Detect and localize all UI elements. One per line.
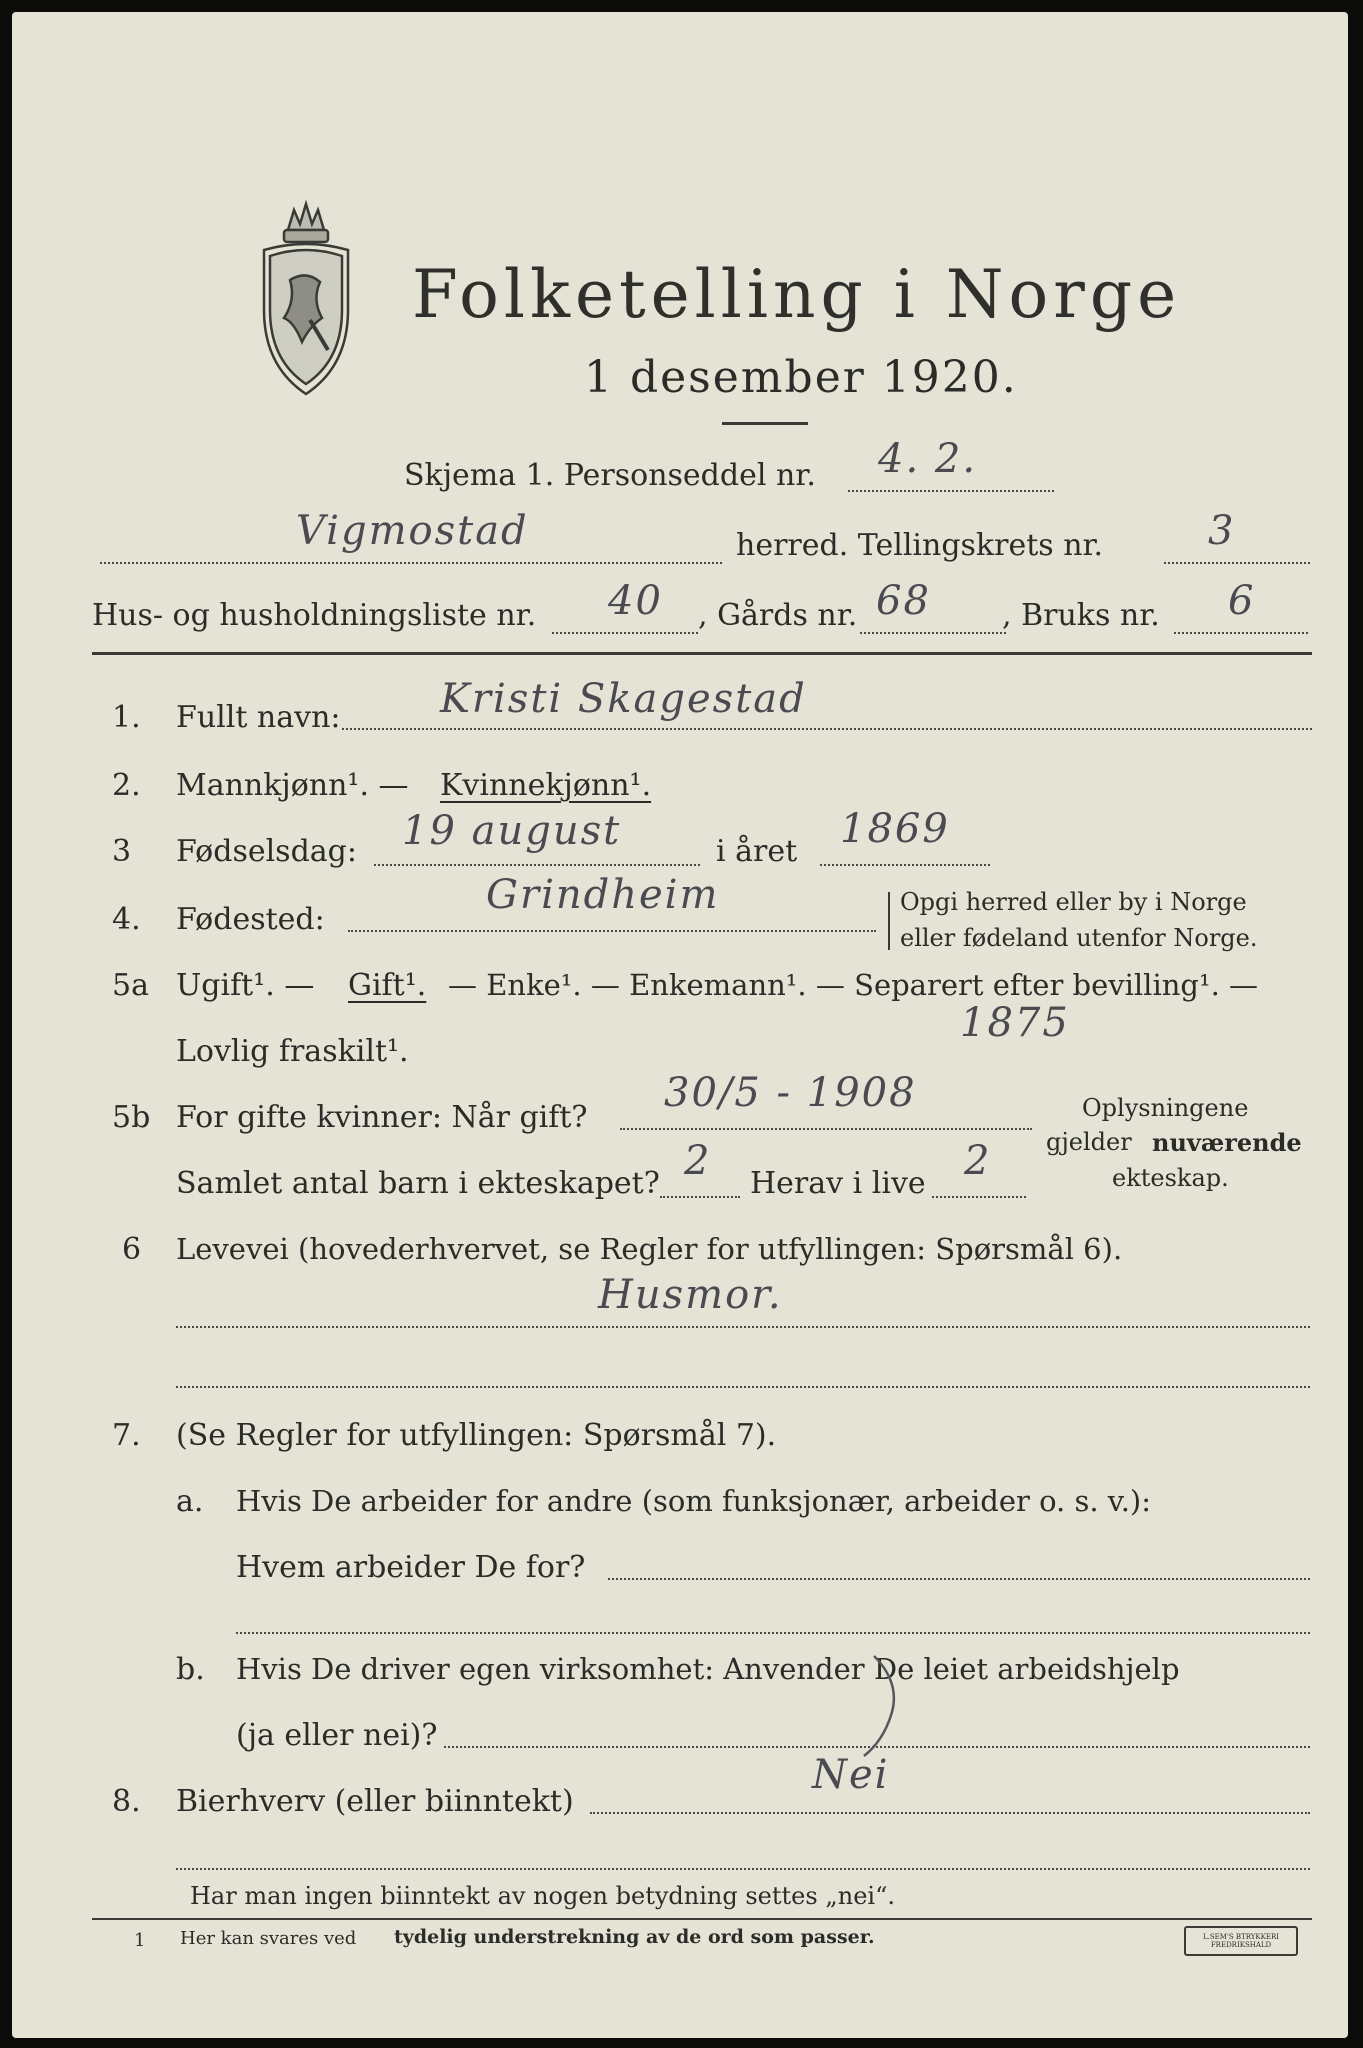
- krets-value: 3: [1208, 508, 1236, 554]
- q3-day-value: 19 august: [402, 808, 622, 854]
- bruks-label: , Bruks nr.: [1002, 598, 1160, 633]
- footnote-number: 1: [134, 1930, 146, 1951]
- q5b-alive-line: [932, 1196, 1026, 1198]
- herred-label: herred. Tellingskrets nr.: [736, 528, 1104, 563]
- q1-line: [342, 728, 1312, 730]
- q4-number: 4.: [112, 902, 141, 937]
- q3-year-line: [820, 864, 990, 866]
- q3-day-line: [374, 864, 700, 866]
- q3-year-label: i året: [716, 834, 798, 869]
- q6-value: Husmor.: [598, 1272, 783, 1318]
- footer-note: Har man ingen biinntekt av nogen betydning settes „nei“.: [190, 1882, 895, 1910]
- q8-line: [590, 1812, 1310, 1814]
- hus-value: 40: [608, 578, 663, 624]
- q5b-note-line1: Oplysningene: [1082, 1094, 1249, 1122]
- q5b-when-line: [620, 1128, 1032, 1130]
- q7-label: (Se Regler for utfyllingen: Spørsmål 7).: [176, 1418, 777, 1453]
- q6-line2: [176, 1386, 1310, 1388]
- q6-line1: [176, 1326, 1310, 1328]
- q3-year-value: 1869: [840, 806, 950, 852]
- herred-line: [100, 562, 722, 564]
- footer-rule: [92, 1918, 1312, 1920]
- q5a-number: 5a: [112, 968, 149, 1003]
- schema-label: Skjema 1. Personseddel nr.: [404, 458, 816, 493]
- q8-number: 8.: [112, 1784, 141, 1819]
- q5b-note-line2: gjelder: [1046, 1128, 1132, 1156]
- q2-male: Mannkjønn¹. —: [176, 768, 409, 803]
- q5b-alive-label: Herav i live: [750, 1166, 926, 1201]
- q7a-number: a.: [176, 1484, 204, 1519]
- q5a-options: — Enke¹. — Enkemann¹. — Separert efter bevilling¹. —: [448, 968, 1259, 1002]
- q5b-note-line2-bold: nuværende: [1152, 1128, 1302, 1157]
- gards-line: [860, 632, 1006, 634]
- schema-number-value: 4. 2.: [878, 436, 978, 482]
- q7a-line2-label: Hvem arbeider De for?: [236, 1550, 586, 1585]
- q8-label: Bierhverv (eller biinntekt): [176, 1784, 574, 1819]
- q5b-children-label: Samlet antal barn i ekteskapet?: [176, 1166, 660, 1201]
- q3-number: 3: [112, 834, 132, 869]
- gards-value: 68: [876, 578, 931, 624]
- q1-value: Kristi Skagestad: [440, 676, 807, 722]
- q5b-when-value: 30/5 - 1908: [664, 1070, 917, 1116]
- herred-value: Vigmostad: [296, 508, 529, 554]
- q7-number: 7.: [112, 1418, 141, 1453]
- footnote-text-a: Her kan svares ved: [180, 1928, 357, 1949]
- q7a-line3: [236, 1632, 1310, 1634]
- q5b-label: For gifte kvinner: Når gift?: [176, 1100, 588, 1135]
- gards-label: , Gårds nr.: [698, 598, 858, 633]
- q4-value: Grindheim: [486, 872, 720, 918]
- hus-line: [552, 632, 698, 634]
- q4-note-line2: eller fødeland utenfor Norge.: [900, 924, 1258, 952]
- q3-label: Fødselsdag:: [176, 834, 357, 869]
- bruks-value: 6: [1228, 578, 1256, 624]
- hus-label: Hus- og husholdningsliste nr.: [92, 598, 537, 633]
- footnote-text-b: tydelig understrekning av de ord som passer.: [394, 1926, 875, 1948]
- coat-of-arms-icon: [250, 190, 362, 400]
- q1-label: Fullt navn:: [176, 700, 341, 735]
- form-title: Folketelling i Norge: [412, 256, 1182, 333]
- q4-note-line1: Opgi herred eller by i Norge: [900, 888, 1247, 916]
- q1-number: 1.: [112, 700, 141, 735]
- q6-number: 6: [122, 1232, 142, 1267]
- q5b-note-line3: ekteskap.: [1112, 1164, 1229, 1192]
- q8-value: Nei: [812, 1752, 890, 1798]
- q4-note-bracket: [888, 892, 890, 950]
- q7b-number: b.: [176, 1652, 205, 1687]
- title-divider: [722, 422, 808, 425]
- q5a-line2: Lovlig fraskilt¹.: [176, 1034, 409, 1069]
- q5b-number: 5b: [112, 1100, 151, 1135]
- q7b-pen-stroke: [854, 1652, 914, 1762]
- q5b-children-line: [660, 1196, 740, 1198]
- printer-stamp: [1184, 1926, 1298, 1956]
- q5b-alive-value: 2: [964, 1138, 992, 1184]
- q4-line: [348, 930, 876, 932]
- bruks-line: [1174, 632, 1308, 634]
- q5a-gift-underlined: Gift¹.: [348, 968, 427, 1003]
- printer-stamp-text: L.SEM'S BTRYKKERI FREDRIKSHALD: [1203, 1933, 1279, 1949]
- q7a-line2: [608, 1578, 1310, 1580]
- header-rule: [92, 652, 1312, 655]
- q2-female-underlined: Kvinnekjønn¹.: [440, 768, 652, 803]
- q7a-label: Hvis De arbeider for andre (som funksjonær, arbeider o. s. v.):: [236, 1484, 1152, 1518]
- q5a-annotation: 1875: [960, 1000, 1070, 1046]
- form-date: 1 desember 1920.: [584, 352, 1018, 403]
- q5a-ugift: Ugift¹. —: [176, 968, 315, 1003]
- krets-line: [1164, 562, 1310, 564]
- schema-number-line: [848, 490, 1054, 492]
- q7b-label: Hvis De driver egen virksomhet: Anvender De leiet arbeidshjelp: [236, 1652, 1180, 1686]
- q2-number: 2.: [112, 768, 141, 803]
- q8-line2: [176, 1868, 1310, 1870]
- q5b-children-value: 2: [684, 1138, 712, 1184]
- q4-label: Fødested:: [176, 902, 325, 937]
- q7b-line2-label: (ja eller nei)?: [236, 1718, 438, 1753]
- census-form: [12, 12, 1348, 2038]
- q6-label: Levevei (hovederhvervet, se Regler for utfyllingen: Spørsmål 6).: [176, 1232, 1123, 1266]
